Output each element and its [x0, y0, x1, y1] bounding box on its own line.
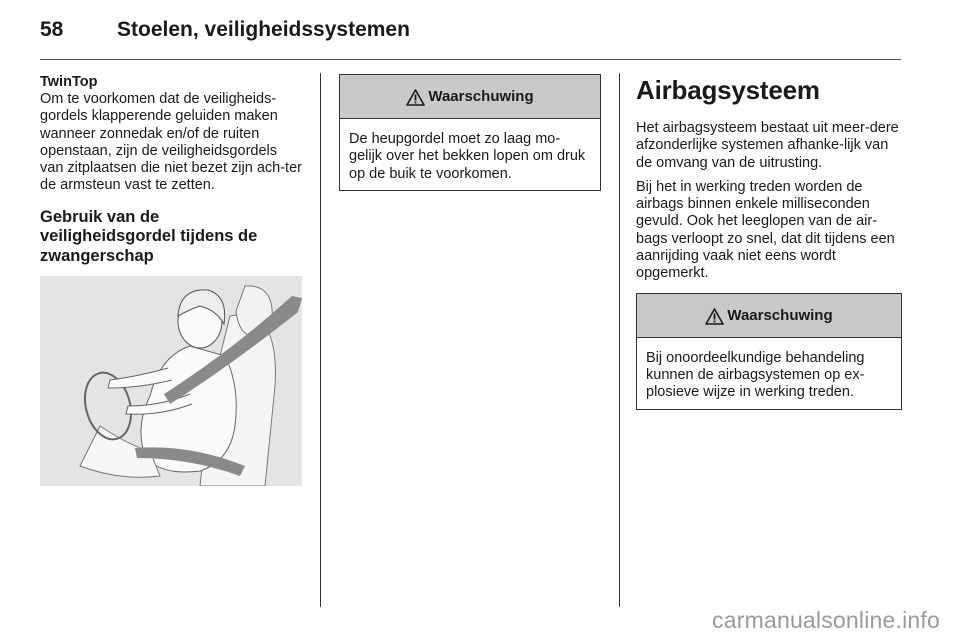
page-title: Stoelen, veiligheidssystemen [117, 18, 410, 41]
warning-triangle-icon [406, 89, 425, 106]
warning-box-airbag [636, 293, 902, 410]
heading-line: zwangerschap [40, 246, 154, 265]
column-divider-left [320, 73, 321, 607]
heading-line: Gebruik van de [40, 207, 160, 226]
watermark: carmanualsonline.info [712, 607, 940, 633]
warning-box-lap-belt [339, 74, 601, 191]
pregnancy-section-heading [40, 208, 304, 267]
warning-text: De heupgordel moet zo laag mo-gelijk over het bekken lopen om druk op de buik te voorkomen. [349, 131, 586, 182]
heading-line: veiligheidsgordel tijdens de [40, 227, 258, 246]
column-right [636, 74, 902, 410]
column-middle [339, 74, 601, 191]
airbag-paragraph: Het airbagsysteem bestaat uit meer-dere afzonderlijke systemen afhanke-lijk van de omvang van de uitrusting. [636, 120, 899, 171]
warning-text: Bij onoordeelkundige behandeling kunnen de airbagsystemen op ex-plosieve wijze in werking treden. [646, 349, 865, 401]
warning-triangle-icon [705, 308, 724, 325]
warning-header [340, 75, 600, 119]
column-divider-right [619, 73, 620, 607]
warning-header [637, 294, 901, 338]
airbag-section-heading: Airbagsysteem [636, 75, 820, 105]
warning-title: Waarschuwing [428, 88, 534, 105]
illustration-svg [40, 276, 302, 486]
airbag-paragraph: Bij het in werking treden worden de airbags binnen enkele milliseconden gevuld. Ook het leeglopen van de air-bags verloopt zo snel, dat dit tijdens een aanrijding vaak niet eens wordt opgemerkt. [636, 178, 895, 282]
warning-title: Waarschuwing [727, 306, 833, 324]
header-rule [40, 59, 901, 60]
pregnant-driver-seatbelt-illustration [40, 276, 302, 486]
column-left [40, 74, 304, 486]
page-header [40, 18, 410, 48]
subheading-twintop: TwinTop [40, 74, 98, 90]
page-number: 58 [40, 18, 64, 41]
twintop-paragraph: Om te voorkomen dat de veiligheids-gordels klapperende geluiden maken wanneer zonnedak en/of de ruiten openstaan, zijn de veiligheidsgordels van zitplaatsen die niet bezet zijn ach-ter de armsteun vast te zetten. [40, 91, 302, 194]
